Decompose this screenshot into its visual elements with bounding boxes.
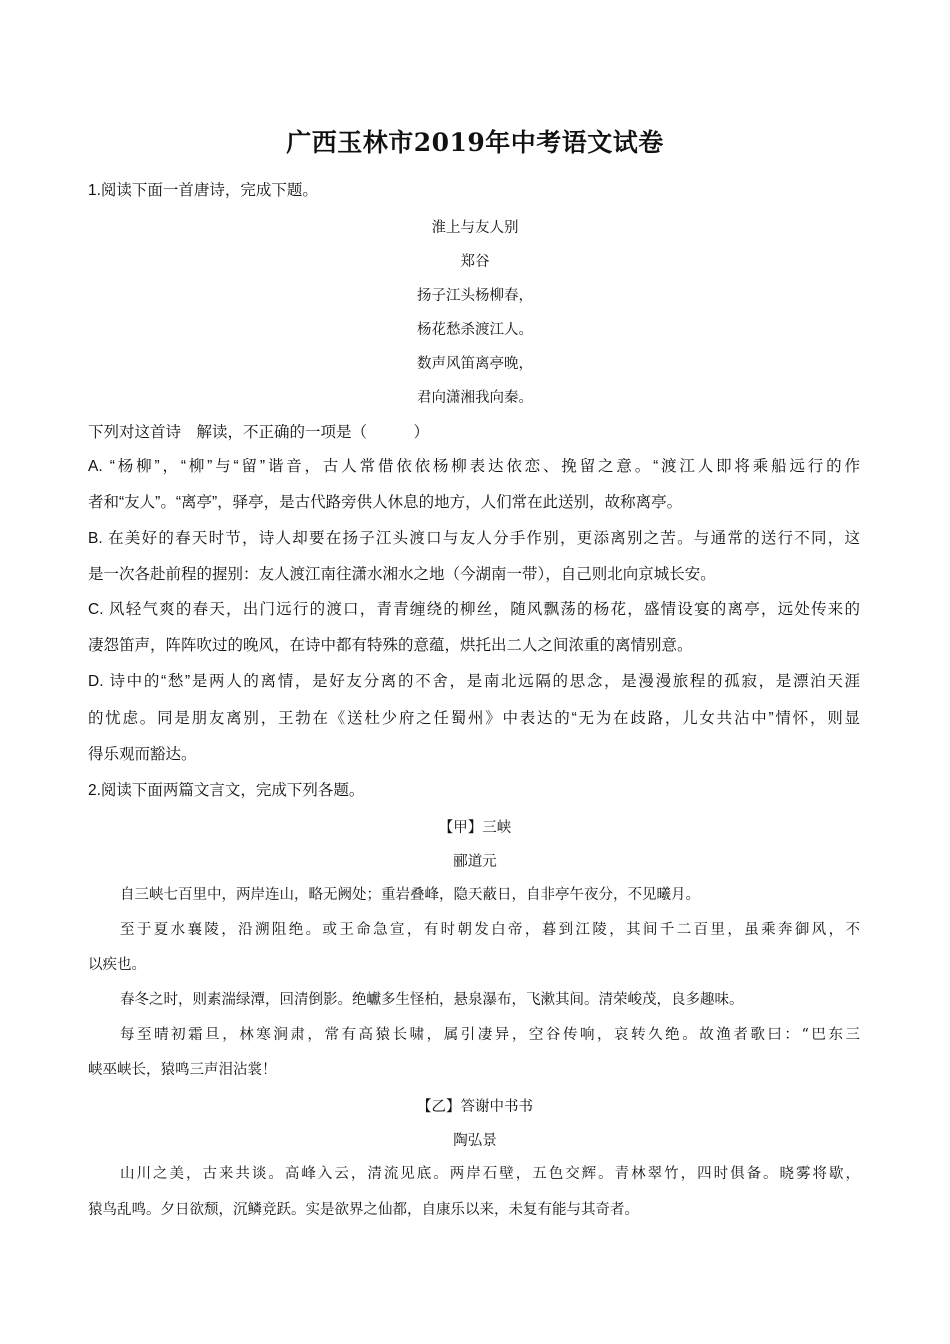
poem-author: 郑谷	[460, 254, 490, 270]
option-b-line: 是一次各赴前程的握别：友人渡江南往潇水湘水之地（今湖南一带），自己则北向京城长安。	[88, 566, 716, 583]
passage-jia-author: 郦道元	[453, 854, 497, 870]
question-2-prompt: 2.阅读下面两篇文言文，完成下列各题。	[88, 782, 365, 799]
passage-jia-paragraph: 峡巫峡长，猿鸣三声泪沾裳！	[88, 1062, 277, 1078]
question-1-stem: 下列对这首诗 解读，不正确的一项是（ ）	[88, 424, 430, 441]
poem-line: 扬子江头杨柳春，	[417, 288, 533, 304]
page-title: 广西玉林市2019年中考语文试卷	[286, 128, 664, 157]
option-c-line: 凄怨笛声，阵阵吹过的晚风，在诗中都有特殊的意蕴，烘托出二人之间浓重的离情别意。	[88, 637, 693, 654]
passage-jia-paragraph: 以疾也。	[88, 957, 146, 973]
option-c-line: C. 风轻气爽的春天，出门远行的渡口，青青缠绕的柳丝，随风飘荡的杨花，盛情设宴的离亭，远处传来的	[88, 601, 860, 618]
option-d-line: D. 诗中的“愁”是两人的离情，是好友分离的不舍，是南北远隔的思念，是漫漫旅程的孤寂，是漂泊天涯	[88, 673, 860, 690]
passage-yi-paragraph: 山川之美，古来共谈。高峰入云，清流见底。两岸石壁，五色交辉。青林翠竹，四时俱备。晓雾将歇，	[120, 1166, 860, 1182]
question-1-prompt: 1.阅读下面一首唐诗，完成下题。	[88, 182, 318, 199]
option-d-line: 得乐观而豁达。	[88, 746, 197, 763]
poem-title: 淮上与友人别	[431, 220, 519, 236]
passage-jia-paragraph: 春冬之时，则素湍绿潭，回清倒影。绝巘多生怪柏，悬泉瀑布，飞漱其间。清荣峻茂，良多趣味。	[120, 992, 744, 1008]
passage-jia-paragraph: 至于夏水襄陵，沿溯阻绝。或王命急宣，有时朝发白帝，暮到江陵，其间千二百里，虽乘奔御风，不	[120, 922, 860, 938]
poem-line: 君向潇湘我向秦。	[417, 390, 533, 406]
passage-jia-paragraph: 每至晴初霜旦，林寒涧肃，常有高猿长啸，属引凄异，空谷传响，哀转久绝。故渔者歌曰：“巴东三	[120, 1027, 860, 1043]
option-a-line: A. “杨柳”，“柳”与“留”谐音，古人常借依依杨柳表达依恋、挽留之意。“渡江人即将乘船远行的作	[88, 458, 860, 475]
option-b-line: B. 在美好的春天时节，诗人却要在扬子江头渡口与友人分手作别，更添离别之苦。与通常的送行不同，这	[88, 530, 860, 547]
option-d-line: 的忧虑。同是朋友离别，王勃在《送杜少府之任蜀州》中表达的“无为在歧路，儿女共沾中”情怀，则显	[88, 710, 860, 727]
passage-yi-title: 【乙】答谢中书书	[417, 1099, 533, 1115]
passage-yi-paragraph: 猿鸟乱鸣。夕日欲颓，沉鳞竞跃。实是欲界之仙都，自康乐以来，未复有能与其奇者。	[88, 1202, 639, 1218]
option-a-line: 者和“友人”。“离亭”，驿亭，是古代路旁供人休息的地方，人们常在此送别，故称离亭。	[88, 494, 683, 511]
passage-jia-paragraph: 自三峡七百里中，两岸连山，略无阙处；重岩叠峰，隐天蔽日，自非亭午夜分，不见曦月。	[120, 887, 700, 903]
poem-line: 杨花愁杀渡江人。	[417, 322, 533, 338]
passage-yi-author: 陶弘景	[453, 1133, 497, 1149]
passage-jia-title: 【甲】三峡	[438, 820, 512, 836]
poem-line: 数声风笛离亭晚，	[417, 356, 533, 372]
